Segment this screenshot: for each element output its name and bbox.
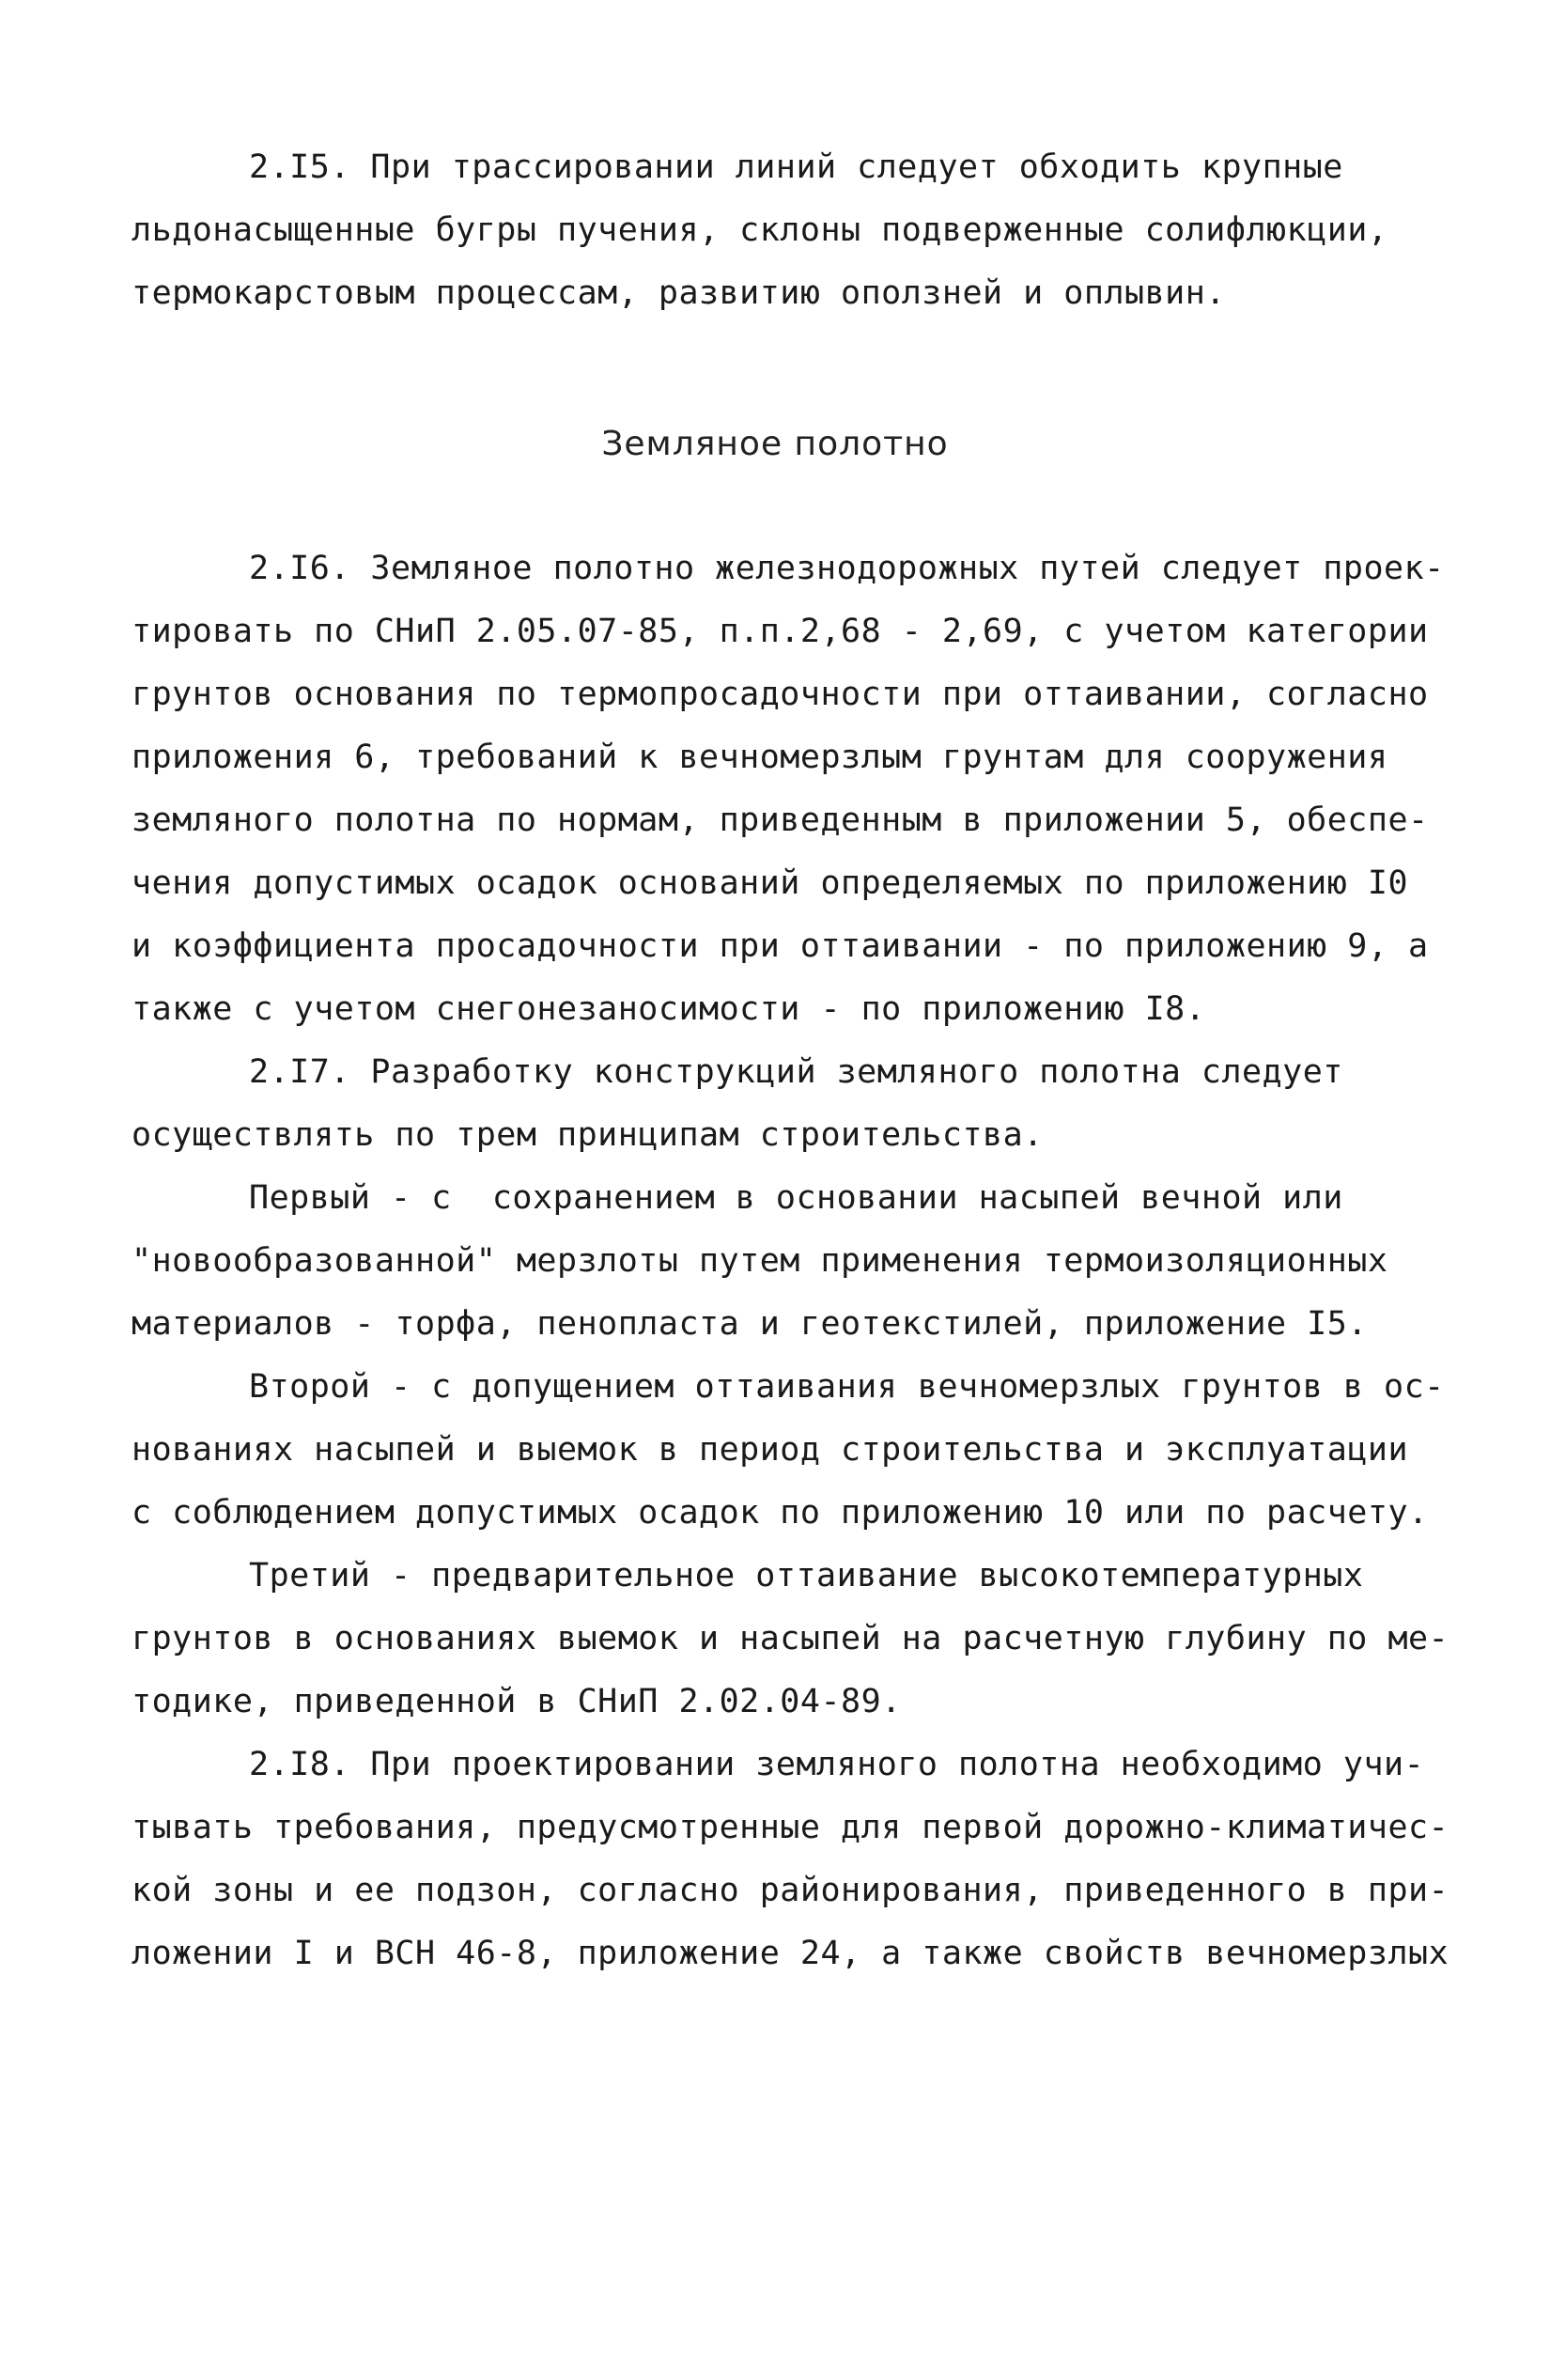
paragraph-2-16-line-7: и коэффициента просадочности при оттаивании - по приложению 9, а (132, 927, 1429, 965)
paragraph-2-15-line-2: льдонасыщенные бугры пучения, склоны подверженные солифлюкции, (132, 211, 1388, 249)
paragraph-2-15-line-1: 2.I5. При трассировании линий следует обходить крупные (249, 148, 1343, 186)
paragraph-2-18-line-3: кой зоны и ее подзон, согласно районирования, приведенного в при- (132, 1872, 1449, 1909)
principle-second-line-1: Второй - с допущением оттаивания вечномерзлых грунтов в ос- (249, 1368, 1445, 1406)
paragraph-2-18-line-2: тывать требования, предусмотренные для первой дорожно-климатичес- (132, 1809, 1449, 1846)
paragraph-2-16-line-5: земляного полотна по нормам, приведенным в приложении 5, обеспе- (132, 801, 1429, 839)
principle-first-line-2: "новообразованной" мерзлоты путем применения термоизоляционных (132, 1242, 1388, 1280)
paragraph-2-16-line-4: приложения 6, требований к вечномерзлым грунтам для сооружения (132, 739, 1388, 776)
principle-second-line-2: нованиях насыпей и выемок в период строительства и эксплуатации (132, 1431, 1409, 1469)
principle-first-line-1: Первый - с сохранением в основании насыпей вечной или (249, 1179, 1343, 1217)
principle-third-line-3: тодике, приведенной в СНиП 2.02.04-89. (132, 1683, 902, 1720)
principle-second-line-3: с соблюдением допустимых осадок по приложению 10 или по расчету. (132, 1494, 1429, 1532)
principle-third-line-2: грунтов в основаниях выемок и насыпей на расчетную глубину по ме- (132, 1620, 1449, 1657)
paragraph-2-18-line-4: ложении I и ВСН 46-8, приложение 24, а также свойств вечномерзлых (132, 1935, 1449, 1972)
paragraph-2-16-line-6: чения допустимых осадок оснований определяемых по приложению I0 (132, 864, 1409, 902)
principle-third-line-1: Третий - предварительное оттаивание высокотемпературных (249, 1557, 1364, 1594)
paragraph-2-16-line-1: 2.I6. Земляное полотно железнодорожных путей следует проек- (249, 550, 1445, 587)
paragraph-2-15-line-3: термокарстовым процессам, развитию оползней и оплывин. (132, 274, 1226, 312)
paragraph-2-18-line-1: 2.I8. При проектировании земляного полотна необходимо учи- (249, 1746, 1425, 1783)
section-heading: Земляное полотно (601, 425, 949, 463)
principle-first-line-3: материалов - торфа, пенопласта и геотекстилей, приложение I5. (132, 1305, 1368, 1343)
paragraph-2-16-line-3: грунтов основания по термопросадочности при оттаивании, согласно (132, 676, 1429, 713)
paragraph-2-17-line-1: 2.I7. Разработку конструкций земляного полотна следует (249, 1053, 1343, 1091)
paragraph-2-17-line-2: осуществлять по трем принципам строительства. (132, 1116, 1044, 1154)
paragraph-2-16-line-8: также с учетом снегонезаносимости - по приложению I8. (132, 990, 1206, 1028)
paragraph-2-16-line-2: тировать по СНиП 2.05.07-85, п.п.2,68 - 2,69, с учетом категории (132, 613, 1429, 650)
